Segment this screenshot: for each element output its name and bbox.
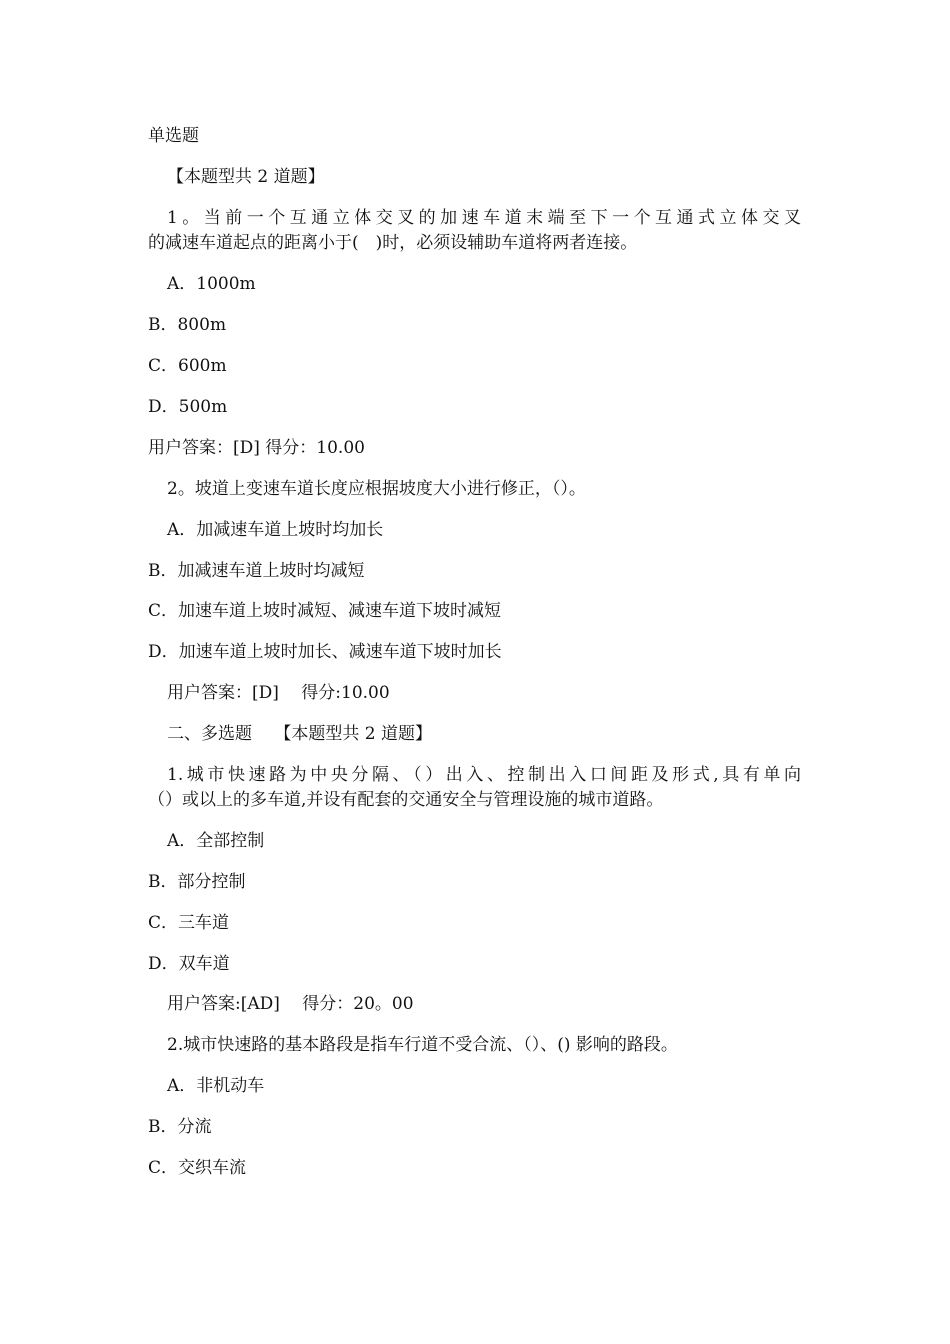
section2-title: 二、多选题 【本题型共 2 道题】 xyxy=(167,724,433,744)
s1q1-answer: 用户答案：[D] 得分：10.00 xyxy=(148,438,365,458)
s2q2-option-b: B．分流 xyxy=(148,1117,212,1137)
s1q1-option-c: C．600m xyxy=(148,356,227,376)
s2q1-option-c: C．三车道 xyxy=(148,913,230,933)
s2q2-option-a: A．非机动车 xyxy=(167,1076,265,1096)
s1q2-option-d: D．加速车道上坡时加长、减速车道下坡时加长 xyxy=(148,642,502,662)
s1q2-option-c: C．加速车道上坡时减短、减速车道下坡时减短 xyxy=(148,601,502,621)
s1q1-stem-line2: 的减速车道起点的距离小于( )时，必须设辅助车道将两者连接。 xyxy=(148,233,638,253)
s1q2-option-a: A．加减速车道上坡时均加长 xyxy=(167,520,384,540)
s2q2-option-c: C．交织车流 xyxy=(148,1158,247,1178)
s1q1-stem-line1: 1。当前一个互通立体交叉的加速车道末端至下一个互通式立体交叉 xyxy=(167,208,801,228)
section1-title: 单选题 xyxy=(148,126,199,146)
s2q1-option-d: D．双车道 xyxy=(148,954,230,974)
s1q2-stem-line1: 2。坡道上变速车道长度应根据坡度大小进行修正，（）。 xyxy=(167,479,586,499)
s2q2-stem-line1: 2.城市快速路的基本路段是指车行道不受合流、（）、() 影响的路段。 xyxy=(167,1035,678,1055)
s1q1-option-a: A．1000m xyxy=(167,274,256,294)
s1q1-option-b: B．800m xyxy=(148,315,227,335)
s2q1-option-b: B．部分控制 xyxy=(148,872,246,892)
s1q1-option-d: D．500m xyxy=(148,397,228,417)
s2q1-option-a: A．全部控制 xyxy=(167,831,265,851)
s1q2-answer: 用户答案：[D] 得分:10.00 xyxy=(167,683,390,703)
s2q1-stem-line2: （）或以上的多车道,并设有配套的交通安全与管理设施的城市道路。 xyxy=(148,790,664,810)
section1-count-note: 【本题型共 2 道题】 xyxy=(167,167,325,187)
s2q1-stem-line1: 1.城市快速路为中央分隔、（）出入、控制出入口间距及形式,具有单向 xyxy=(167,765,801,785)
s1q2-option-b: B．加减速车道上坡时均减短 xyxy=(148,561,365,581)
s2q1-answer: 用户答案:[AD] 得分：20。00 xyxy=(167,994,414,1014)
